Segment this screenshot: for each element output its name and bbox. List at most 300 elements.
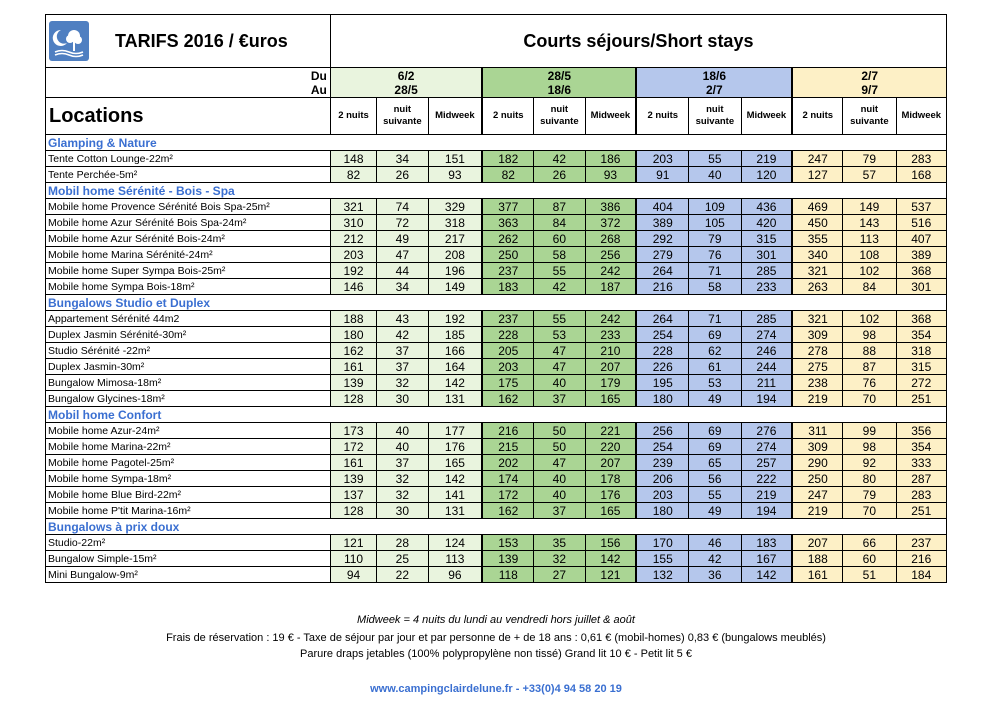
- table-row: [46, 247, 947, 263]
- price-cell: 70: [843, 391, 896, 407]
- price-cell: 180: [636, 503, 688, 519]
- price-cell: 203: [330, 247, 376, 263]
- tariff-table: [45, 14, 947, 583]
- price-cell: 226: [636, 359, 688, 375]
- price-cell: 203: [482, 359, 533, 375]
- price-cell: 49: [689, 503, 741, 519]
- price-cell: 153: [482, 535, 533, 551]
- price-cell: 36: [689, 567, 741, 583]
- table-row: [46, 455, 947, 471]
- price-cell: 274: [741, 327, 792, 343]
- price-cell: 30: [377, 391, 428, 407]
- price-cell: 275: [792, 359, 842, 375]
- price-cell: 207: [792, 535, 842, 551]
- price-cell: 132: [636, 567, 688, 583]
- price-cell: 165: [585, 503, 636, 519]
- price-cell: 62: [689, 343, 741, 359]
- table-row: [46, 535, 947, 551]
- price-cell: 188: [792, 551, 842, 567]
- accommodation-name: Mobile home P'tit Marina-16m²: [46, 503, 331, 519]
- table-row: [46, 343, 947, 359]
- price-cell: 321: [792, 263, 842, 279]
- price-cell: 51: [843, 567, 896, 583]
- price-cell: 172: [482, 487, 533, 503]
- price-cell: 113: [843, 231, 896, 247]
- column-header-next-night: nuit suivante: [689, 98, 741, 135]
- price-cell: 202: [482, 455, 533, 471]
- midweek-note: Midweek = 4 nuits du lundi au vendredi hors juillet & août: [357, 614, 635, 626]
- accommodation-name: Mobile home Azur-24m²: [46, 423, 331, 439]
- price-cell: 146: [330, 279, 376, 295]
- price-cell: 219: [741, 487, 792, 503]
- price-cell: 44: [377, 263, 428, 279]
- category-header: Mobil home Sérénité - Bois - Spa: [46, 183, 947, 199]
- period-header: [482, 68, 636, 98]
- price-cell: 221: [585, 423, 636, 439]
- price-cell: 80: [843, 471, 896, 487]
- locations-heading: Locations: [46, 98, 331, 135]
- au-label: Au: [310, 82, 327, 97]
- table-row: [46, 327, 947, 343]
- price-cell: 141: [428, 487, 482, 503]
- price-cell: 318: [428, 215, 482, 231]
- price-cell: 56: [689, 471, 741, 487]
- price-cell: 93: [585, 167, 636, 183]
- price-cell: 121: [330, 535, 376, 551]
- price-cell: 58: [689, 279, 741, 295]
- accommodation-name: Studio-22m²: [46, 535, 331, 551]
- price-cell: 84: [843, 279, 896, 295]
- accommodation-name: Mobile home Pagotel-25m²: [46, 455, 331, 471]
- table-row: [46, 551, 947, 567]
- price-cell: 537: [896, 199, 946, 215]
- table-row: [46, 359, 947, 375]
- price-cell: 251: [896, 391, 946, 407]
- price-cell: 162: [482, 391, 533, 407]
- period-to: 9/7: [861, 82, 879, 97]
- table-row: [46, 471, 947, 487]
- price-cell: 192: [330, 263, 376, 279]
- accommodation-name: Mobile home Super Sympa Bois-25m²: [46, 263, 331, 279]
- price-cell: 333: [896, 455, 946, 471]
- price-cell: 98: [843, 439, 896, 455]
- price-cell: 60: [534, 231, 585, 247]
- price-cell: 207: [585, 359, 636, 375]
- price-cell: 377: [482, 199, 533, 215]
- price-cell: 49: [689, 391, 741, 407]
- price-cell: 237: [482, 263, 533, 279]
- price-cell: 254: [636, 439, 688, 455]
- accommodation-name: Bungalow Glycines-18m²: [46, 391, 331, 407]
- price-cell: 40: [534, 487, 585, 503]
- table-row: [46, 279, 947, 295]
- price-cell: 285: [741, 263, 792, 279]
- price-cell: 233: [741, 279, 792, 295]
- price-cell: 237: [482, 311, 533, 327]
- price-cell: 219: [792, 503, 842, 519]
- price-cell: 79: [843, 151, 896, 167]
- period-to: 2/7: [705, 82, 723, 97]
- price-cell: 61: [689, 359, 741, 375]
- column-header-two-nights: 2 nuits: [792, 98, 842, 135]
- price-cell: 27: [534, 567, 585, 583]
- price-cell: 276: [741, 423, 792, 439]
- price-cell: 168: [896, 167, 946, 183]
- price-cell: 72: [377, 215, 428, 231]
- price-cell: 55: [534, 263, 585, 279]
- price-cell: 26: [377, 167, 428, 183]
- price-cell: 216: [482, 423, 533, 439]
- price-cell: 389: [636, 215, 688, 231]
- accommodation-name: Mini Bungalow-9m²: [46, 567, 331, 583]
- price-cell: 301: [896, 279, 946, 295]
- accommodation-name: Mobile home Provence Sérénité Bois Spa-25m²: [46, 199, 331, 215]
- moon-tree-logo-icon: [49, 21, 89, 61]
- du-au-label: [46, 68, 331, 98]
- price-cell: 55: [534, 311, 585, 327]
- column-header-midweek: Midweek: [428, 98, 482, 135]
- price-cell: 65: [689, 455, 741, 471]
- accommodation-name: Tente Perchée-5m²: [46, 167, 331, 183]
- price-cell: 96: [428, 567, 482, 583]
- price-cell: 128: [330, 391, 376, 407]
- price-cell: 55: [689, 151, 741, 167]
- price-cell: 76: [689, 247, 741, 263]
- price-cell: 99: [843, 423, 896, 439]
- price-cell: 354: [896, 439, 946, 455]
- subtitle: Courts séjours/Short stays: [330, 15, 946, 68]
- price-cell: 315: [741, 231, 792, 247]
- column-header-midweek: Midweek: [585, 98, 636, 135]
- price-cell: 436: [741, 199, 792, 215]
- price-cell: 268: [585, 231, 636, 247]
- price-cell: 42: [689, 551, 741, 567]
- price-cell: 309: [792, 439, 842, 455]
- period-to: 28/5: [394, 82, 418, 97]
- price-cell: 176: [428, 439, 482, 455]
- price-cell: 404: [636, 199, 688, 215]
- period-from: 28/5: [547, 68, 572, 83]
- price-cell: 310: [330, 215, 376, 231]
- price-cell: 37: [377, 343, 428, 359]
- price-cell: 91: [636, 167, 688, 183]
- price-cell: 128: [330, 503, 376, 519]
- price-cell: 139: [330, 375, 376, 391]
- price-cell: 203: [636, 151, 688, 167]
- price-cell: 139: [330, 471, 376, 487]
- price-cell: 40: [534, 375, 585, 391]
- price-cell: 219: [792, 391, 842, 407]
- table-row: [46, 391, 947, 407]
- price-cell: 263: [792, 279, 842, 295]
- accommodation-name: Mobile home Azur Sérénité Bois-24m²: [46, 231, 331, 247]
- price-cell: 28: [377, 535, 428, 551]
- accommodation-name: Mobile home Sympa-18m²: [46, 471, 331, 487]
- price-cell: 247: [792, 487, 842, 503]
- price-cell: 228: [636, 343, 688, 359]
- price-cell: 142: [428, 375, 482, 391]
- price-cell: 82: [482, 167, 533, 183]
- price-cell: 57: [843, 167, 896, 183]
- price-cell: 244: [741, 359, 792, 375]
- table-row: [46, 263, 947, 279]
- period-from: 18/6: [702, 68, 727, 83]
- price-cell: 206: [636, 471, 688, 487]
- page-title: TARIFS 2016 / €uros: [115, 30, 288, 51]
- price-cell: 256: [585, 247, 636, 263]
- price-cell: 196: [428, 263, 482, 279]
- price-cell: 233: [585, 327, 636, 343]
- accommodation-name: Mobile home Blue Bird-22m²: [46, 487, 331, 503]
- table-row: [46, 567, 947, 583]
- price-cell: 237: [896, 535, 946, 551]
- price-cell: 177: [428, 423, 482, 439]
- price-cell: 368: [896, 263, 946, 279]
- price-cell: 257: [741, 455, 792, 471]
- price-cell: 43: [377, 311, 428, 327]
- price-cell: 142: [428, 471, 482, 487]
- price-cell: 183: [482, 279, 533, 295]
- price-cell: 50: [534, 423, 585, 439]
- price-cell: 53: [534, 327, 585, 343]
- price-cell: 207: [585, 455, 636, 471]
- price-cell: 26: [534, 167, 585, 183]
- price-cell: 278: [792, 343, 842, 359]
- price-cell: 37: [377, 359, 428, 375]
- table-row: [46, 375, 947, 391]
- accommodation-name: Tente Cotton Lounge-22m²: [46, 151, 331, 167]
- price-cell: 264: [636, 263, 688, 279]
- sheets-note: Parure draps jetables (100% polypropylène non tissé) Grand lit 10 € - Petit lit 5 €: [300, 648, 692, 660]
- price-cell: 183: [741, 535, 792, 551]
- accommodation-name: Mobile home Sympa Bois-18m²: [46, 279, 331, 295]
- price-cell: 32: [377, 471, 428, 487]
- price-cell: 290: [792, 455, 842, 471]
- price-cell: 155: [636, 551, 688, 567]
- price-cell: 318: [896, 343, 946, 359]
- price-cell: 108: [843, 247, 896, 263]
- category-header: Glamping & Nature: [46, 135, 947, 151]
- price-cell: 355: [792, 231, 842, 247]
- price-cell: 22: [377, 567, 428, 583]
- price-cell: 195: [636, 375, 688, 391]
- price-cell: 212: [330, 231, 376, 247]
- price-cell: 186: [585, 151, 636, 167]
- price-cell: 161: [330, 455, 376, 471]
- price-cell: 94: [330, 567, 376, 583]
- price-cell: 215: [482, 439, 533, 455]
- price-cell: 172: [330, 439, 376, 455]
- price-cell: 92: [843, 455, 896, 471]
- price-cell: 87: [843, 359, 896, 375]
- price-cell: 329: [428, 199, 482, 215]
- price-cell: 102: [843, 311, 896, 327]
- price-cell: 42: [534, 151, 585, 167]
- price-cell: 321: [792, 311, 842, 327]
- price-cell: 238: [792, 375, 842, 391]
- price-cell: 69: [689, 423, 741, 439]
- price-cell: 354: [896, 327, 946, 343]
- price-cell: 40: [377, 423, 428, 439]
- price-cell: 283: [896, 487, 946, 503]
- price-cell: 162: [330, 343, 376, 359]
- accommodation-name: Duplex Jasmin Sérénité-30m²: [46, 327, 331, 343]
- price-cell: 118: [482, 567, 533, 583]
- price-cell: 194: [741, 391, 792, 407]
- price-cell: 311: [792, 423, 842, 439]
- price-cell: 516: [896, 215, 946, 231]
- price-cell: 287: [896, 471, 946, 487]
- price-cell: 173: [330, 423, 376, 439]
- price-cell: 71: [689, 311, 741, 327]
- price-cell: 25: [377, 551, 428, 567]
- price-cell: 178: [585, 471, 636, 487]
- price-cell: 216: [636, 279, 688, 295]
- title-cell: [46, 15, 331, 68]
- price-cell: 250: [482, 247, 533, 263]
- column-header-next-night: nuit suivante: [534, 98, 585, 135]
- price-cell: 88: [843, 343, 896, 359]
- price-cell: 143: [843, 215, 896, 231]
- price-cell: 47: [534, 343, 585, 359]
- price-cell: 179: [585, 375, 636, 391]
- price-cell: 340: [792, 247, 842, 263]
- price-cell: 53: [689, 375, 741, 391]
- table-row: [46, 487, 947, 503]
- price-cell: 176: [585, 487, 636, 503]
- price-cell: 175: [482, 375, 533, 391]
- price-cell: 211: [741, 375, 792, 391]
- price-cell: 192: [428, 311, 482, 327]
- price-cell: 389: [896, 247, 946, 263]
- price-cell: 49: [377, 231, 428, 247]
- price-cell: 205: [482, 343, 533, 359]
- price-cell: 139: [482, 551, 533, 567]
- column-header-next-night: nuit suivante: [843, 98, 896, 135]
- price-cell: 142: [585, 551, 636, 567]
- price-cell: 174: [482, 471, 533, 487]
- price-cell: 363: [482, 215, 533, 231]
- du-label: Du: [310, 68, 327, 83]
- price-cell: 315: [896, 359, 946, 375]
- column-header-two-nights: 2 nuits: [330, 98, 376, 135]
- table-row: [46, 503, 947, 519]
- price-cell: 279: [636, 247, 688, 263]
- price-cell: 131: [428, 503, 482, 519]
- period-header: [330, 68, 482, 98]
- price-cell: 131: [428, 391, 482, 407]
- period-header: [636, 68, 792, 98]
- period-header: [792, 68, 946, 98]
- column-header-two-nights: 2 nuits: [636, 98, 688, 135]
- accommodation-name: Bungalow Mimosa-18m²: [46, 375, 331, 391]
- table-row: [46, 439, 947, 455]
- price-cell: 151: [428, 151, 482, 167]
- price-cell: 76: [843, 375, 896, 391]
- price-cell: 222: [741, 471, 792, 487]
- accommodation-name: Bungalow Simple-15m²: [46, 551, 331, 567]
- price-cell: 40: [689, 167, 741, 183]
- price-cell: 79: [689, 231, 741, 247]
- price-cell: 356: [896, 423, 946, 439]
- price-cell: 272: [896, 375, 946, 391]
- table-row: [46, 231, 947, 247]
- column-header-midweek: Midweek: [741, 98, 792, 135]
- price-cell: 84: [534, 215, 585, 231]
- price-cell: 46: [689, 535, 741, 551]
- price-cell: 180: [330, 327, 376, 343]
- price-cell: 102: [843, 263, 896, 279]
- price-cell: 208: [428, 247, 482, 263]
- accommodation-name: Mobile home Azur Sérénité Bois Spa-24m²: [46, 215, 331, 231]
- category-header: Bungalows Studio et Duplex: [46, 295, 947, 311]
- price-cell: 185: [428, 327, 482, 343]
- price-cell: 250: [792, 471, 842, 487]
- website-link[interactable]: www.campingclairdelune.fr - +33(0)4 94 58 20 19: [370, 683, 622, 695]
- table-row: [46, 199, 947, 215]
- price-cell: 194: [741, 503, 792, 519]
- price-cell: 321: [330, 199, 376, 215]
- price-cell: 182: [482, 151, 533, 167]
- column-header-next-night: nuit suivante: [377, 98, 428, 135]
- period-to: 18/6: [547, 82, 572, 97]
- price-cell: 30: [377, 503, 428, 519]
- price-cell: 156: [585, 535, 636, 551]
- price-cell: 47: [534, 359, 585, 375]
- price-cell: 42: [377, 327, 428, 343]
- price-cell: 162: [482, 503, 533, 519]
- price-cell: 149: [843, 199, 896, 215]
- accommodation-name: Mobile home Marina-22m²: [46, 439, 331, 455]
- price-cell: 242: [585, 263, 636, 279]
- price-cell: 165: [585, 391, 636, 407]
- price-cell: 450: [792, 215, 842, 231]
- price-cell: 127: [792, 167, 842, 183]
- price-cell: 74: [377, 199, 428, 215]
- price-cell: 210: [585, 343, 636, 359]
- price-cell: 93: [428, 167, 482, 183]
- price-cell: 285: [741, 311, 792, 327]
- price-cell: 301: [741, 247, 792, 263]
- price-cell: 309: [792, 327, 842, 343]
- price-cell: 69: [689, 327, 741, 343]
- price-cell: 283: [896, 151, 946, 167]
- price-cell: 188: [330, 311, 376, 327]
- price-cell: 121: [585, 567, 636, 583]
- price-cell: 149: [428, 279, 482, 295]
- price-cell: 165: [428, 455, 482, 471]
- price-cell: 242: [585, 311, 636, 327]
- price-cell: 35: [534, 535, 585, 551]
- price-cell: 420: [741, 215, 792, 231]
- price-cell: 264: [636, 311, 688, 327]
- price-cell: 69: [689, 439, 741, 455]
- price-cell: 469: [792, 199, 842, 215]
- price-cell: 58: [534, 247, 585, 263]
- price-cell: 137: [330, 487, 376, 503]
- price-cell: 254: [636, 327, 688, 343]
- price-cell: 37: [534, 391, 585, 407]
- price-cell: 292: [636, 231, 688, 247]
- price-cell: 216: [896, 551, 946, 567]
- price-cell: 32: [377, 375, 428, 391]
- price-cell: 60: [843, 551, 896, 567]
- category-header: Mobil home Confort: [46, 407, 947, 423]
- price-cell: 50: [534, 439, 585, 455]
- price-cell: 32: [377, 487, 428, 503]
- price-cell: 37: [534, 503, 585, 519]
- fees-note: Frais de réservation : 19 € - Taxe de séjour par jour et par personne de + de 18 ans : 0,61 € (mobil-homes) 0,83 € (bungalows meublés): [166, 632, 826, 644]
